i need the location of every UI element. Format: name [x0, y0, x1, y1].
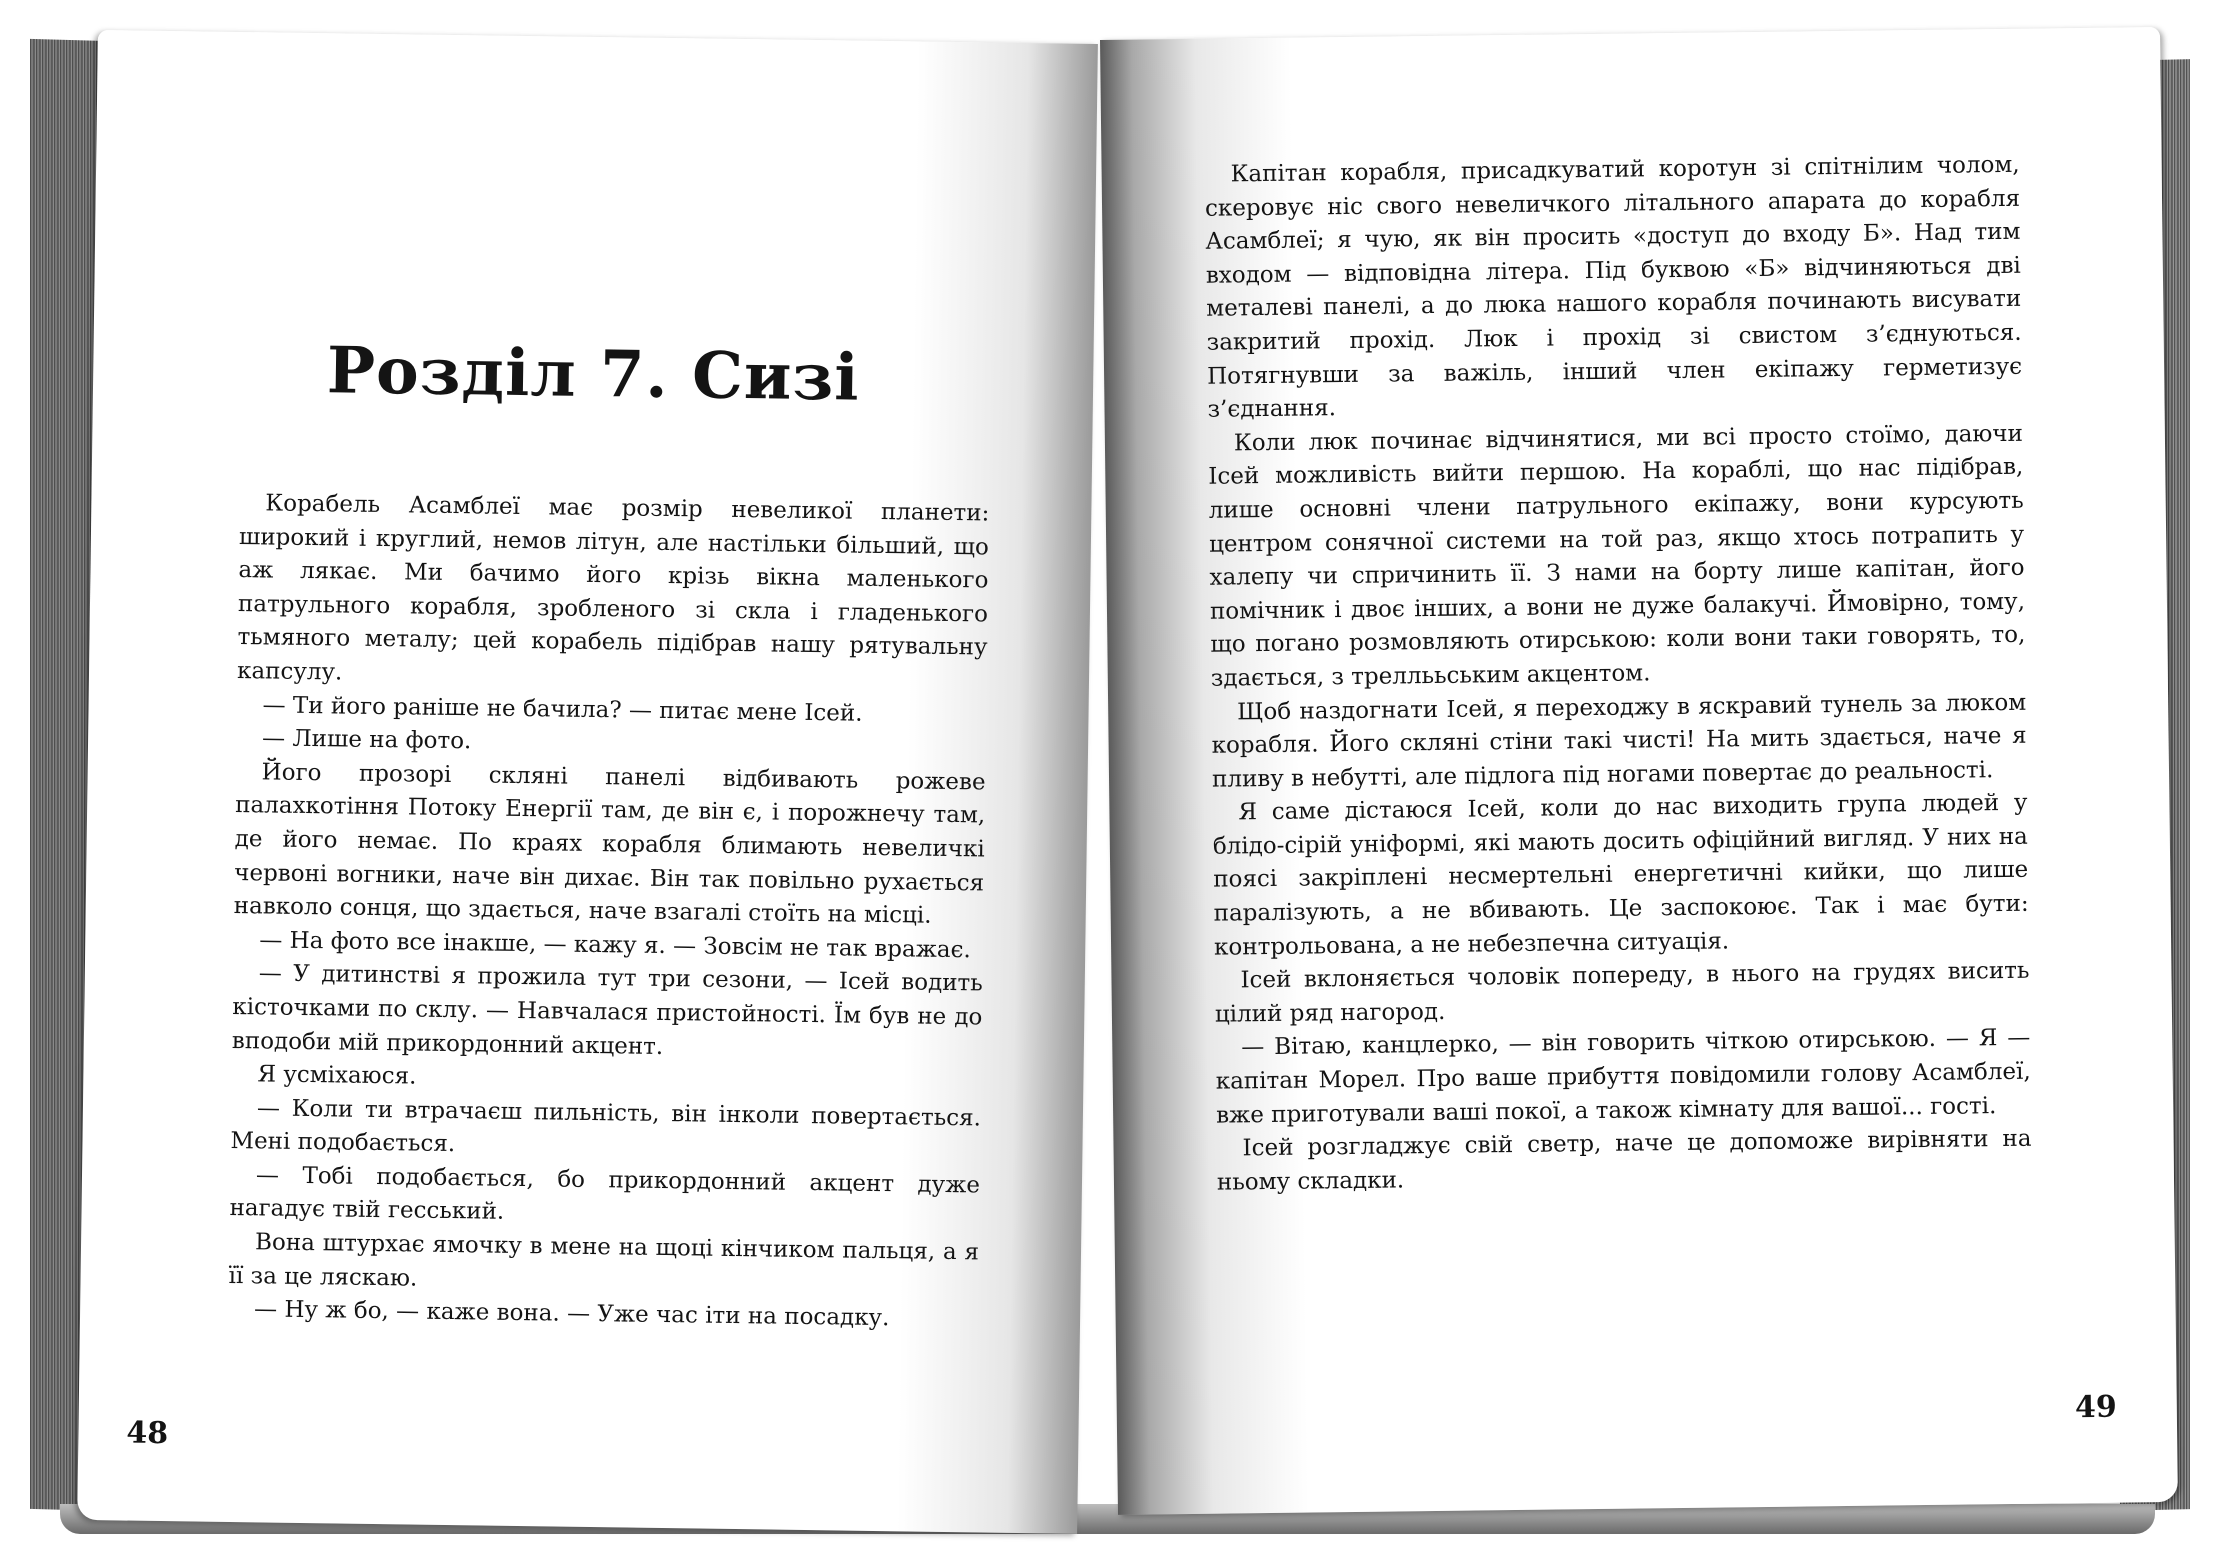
paragraph: — Лише на фото.: [261, 725, 472, 755]
left-page: [77, 30, 1098, 1534]
paragraph: Ісей вклоняється чоловік попереду, в нього на грудях висить цілий ряд нагород.: [1214, 957, 2030, 1028]
paragraph: — На фото все інакше, — кажу я. — Зовсім не так вражає.: [259, 927, 971, 963]
right-page: [1100, 27, 2178, 1515]
paragraph: — Ну ж бо, — каже вона. — Уже час іти на посадку.: [253, 1296, 890, 1332]
paragraph: — Ти його раніше не бачила? — питає мене Ісей.: [262, 691, 863, 727]
paragraph: Я усміхаюся.: [257, 1061, 417, 1090]
paragraph: Його прозорі скляні панелі відбивають рожеве палахкотіння Потоку Енергії там, де він є, і порожнечу там, де його немає. По краях корабля блимають невеличкі червоні вогники, наче він дихає. Він так повільно рухається навколо сонця, що здається, наче взагалі стоїть на місці.: [233, 759, 986, 929]
paragraph: — Вітаю, канцлерко, — він говорить чіткою отирською. — Я — капітан Морел. Про ваше прибуття повідомили голову Асамблеї, вже приготували ваші покої, а також кімнату для вашої... гості.: [1215, 1025, 2031, 1129]
paragraph: — Тобі подобається, бо прикордонний акцент дуже нагадує твій гесський.: [229, 1162, 981, 1226]
paragraph: — Коли ти втрачаєш пильність, він інколи повертається. Мені подобається.: [230, 1095, 982, 1158]
paragraph: Корабель Асамблеї має розмір невеликої планети: широкий і круглий, немов літун, але настільки більший, що аж лякає. Ми бачимо його крізь вікна маленького патрульного корабля, зробленого зі скла і гладенького тьмяного металу; цей корабель підібрав нашу рятувальну капсулу.: [236, 490, 990, 686]
paragraph: Капітан корабля, присадкуватий коротун зі спітнілим чолом, скеровує ніс свого невеличкого літального апарата до корабля Асамблеї; я чую, як він просить «доступ до входу Б». Над тим входом — відповідна літера. Під буквою «Б» відчиняються дві металеві панелі, а до люка нашого корабля починають висувати закритий прохід. Люк і прохід зі свистом з’єднуються. Потягнувши за важіль, інший член екіпажу герметизує з’єднання.: [1204, 151, 2023, 423]
paragraph: Вона штурхає ямочку в мене на щоці кінчиком пальця, а я її за це ляскаю.: [228, 1229, 980, 1292]
page-number-right: 49: [2074, 1389, 2117, 1426]
paragraph: — У дитинстві я прожила тут три сезони, — Ісей водить кісточками по склу. — Навчалася пристойності. Їм був не до вподоби мій прикордонний акцент.: [231, 960, 983, 1060]
paragraph: Щоб наздогнати Ісей, я переходжу в яскравий тунель за люком корабля. Його скляні стіни такі чисті! На мить здається, наче я пливу в небутті, але підлога під ногами повертає до реальності.: [1211, 689, 2027, 793]
right-page-text: [1204, 149, 2032, 1200]
page-number-left: 48: [126, 1415, 169, 1452]
chapter-title: Розділ 7. Сизі: [326, 333, 861, 416]
paragraph: Ісей розгладжує свій светр, наче це допоможе вирівняти на ньому складки.: [1216, 1125, 2032, 1196]
paragraph: Я саме дістаюся Ісей, коли до нас виходить група людей у блідо-сірій уніформі, які мають досить офіційний вигляд. У них на поясі закріплені несмертельні енергетичні кийки, що лише паралізують, а не вбивають. Це заспокоює. Так і має бути: контрольована, а не небезпечна ситуація.: [1212, 790, 2029, 961]
left-page-text: [228, 487, 990, 1337]
paragraph: Коли люк починає відчинятися, ми всі просто стоїмо, даючи Ісей можливість вийти першою. На кораблі, що нас підібрав, лише основні члени патрульного екіпажу, вони курсують центром сонячної системи на той раз, якщо хтось потрапить у халепу чи спричинить її. З нами на борту лише капітан, його помічник і двоє інших, а вони не дуже балакучі. Ймовірно, тому, що погано розмовляють отирською: коли вони таки говорять, то, здається, з треллььським акцентом.: [1208, 420, 2026, 692]
